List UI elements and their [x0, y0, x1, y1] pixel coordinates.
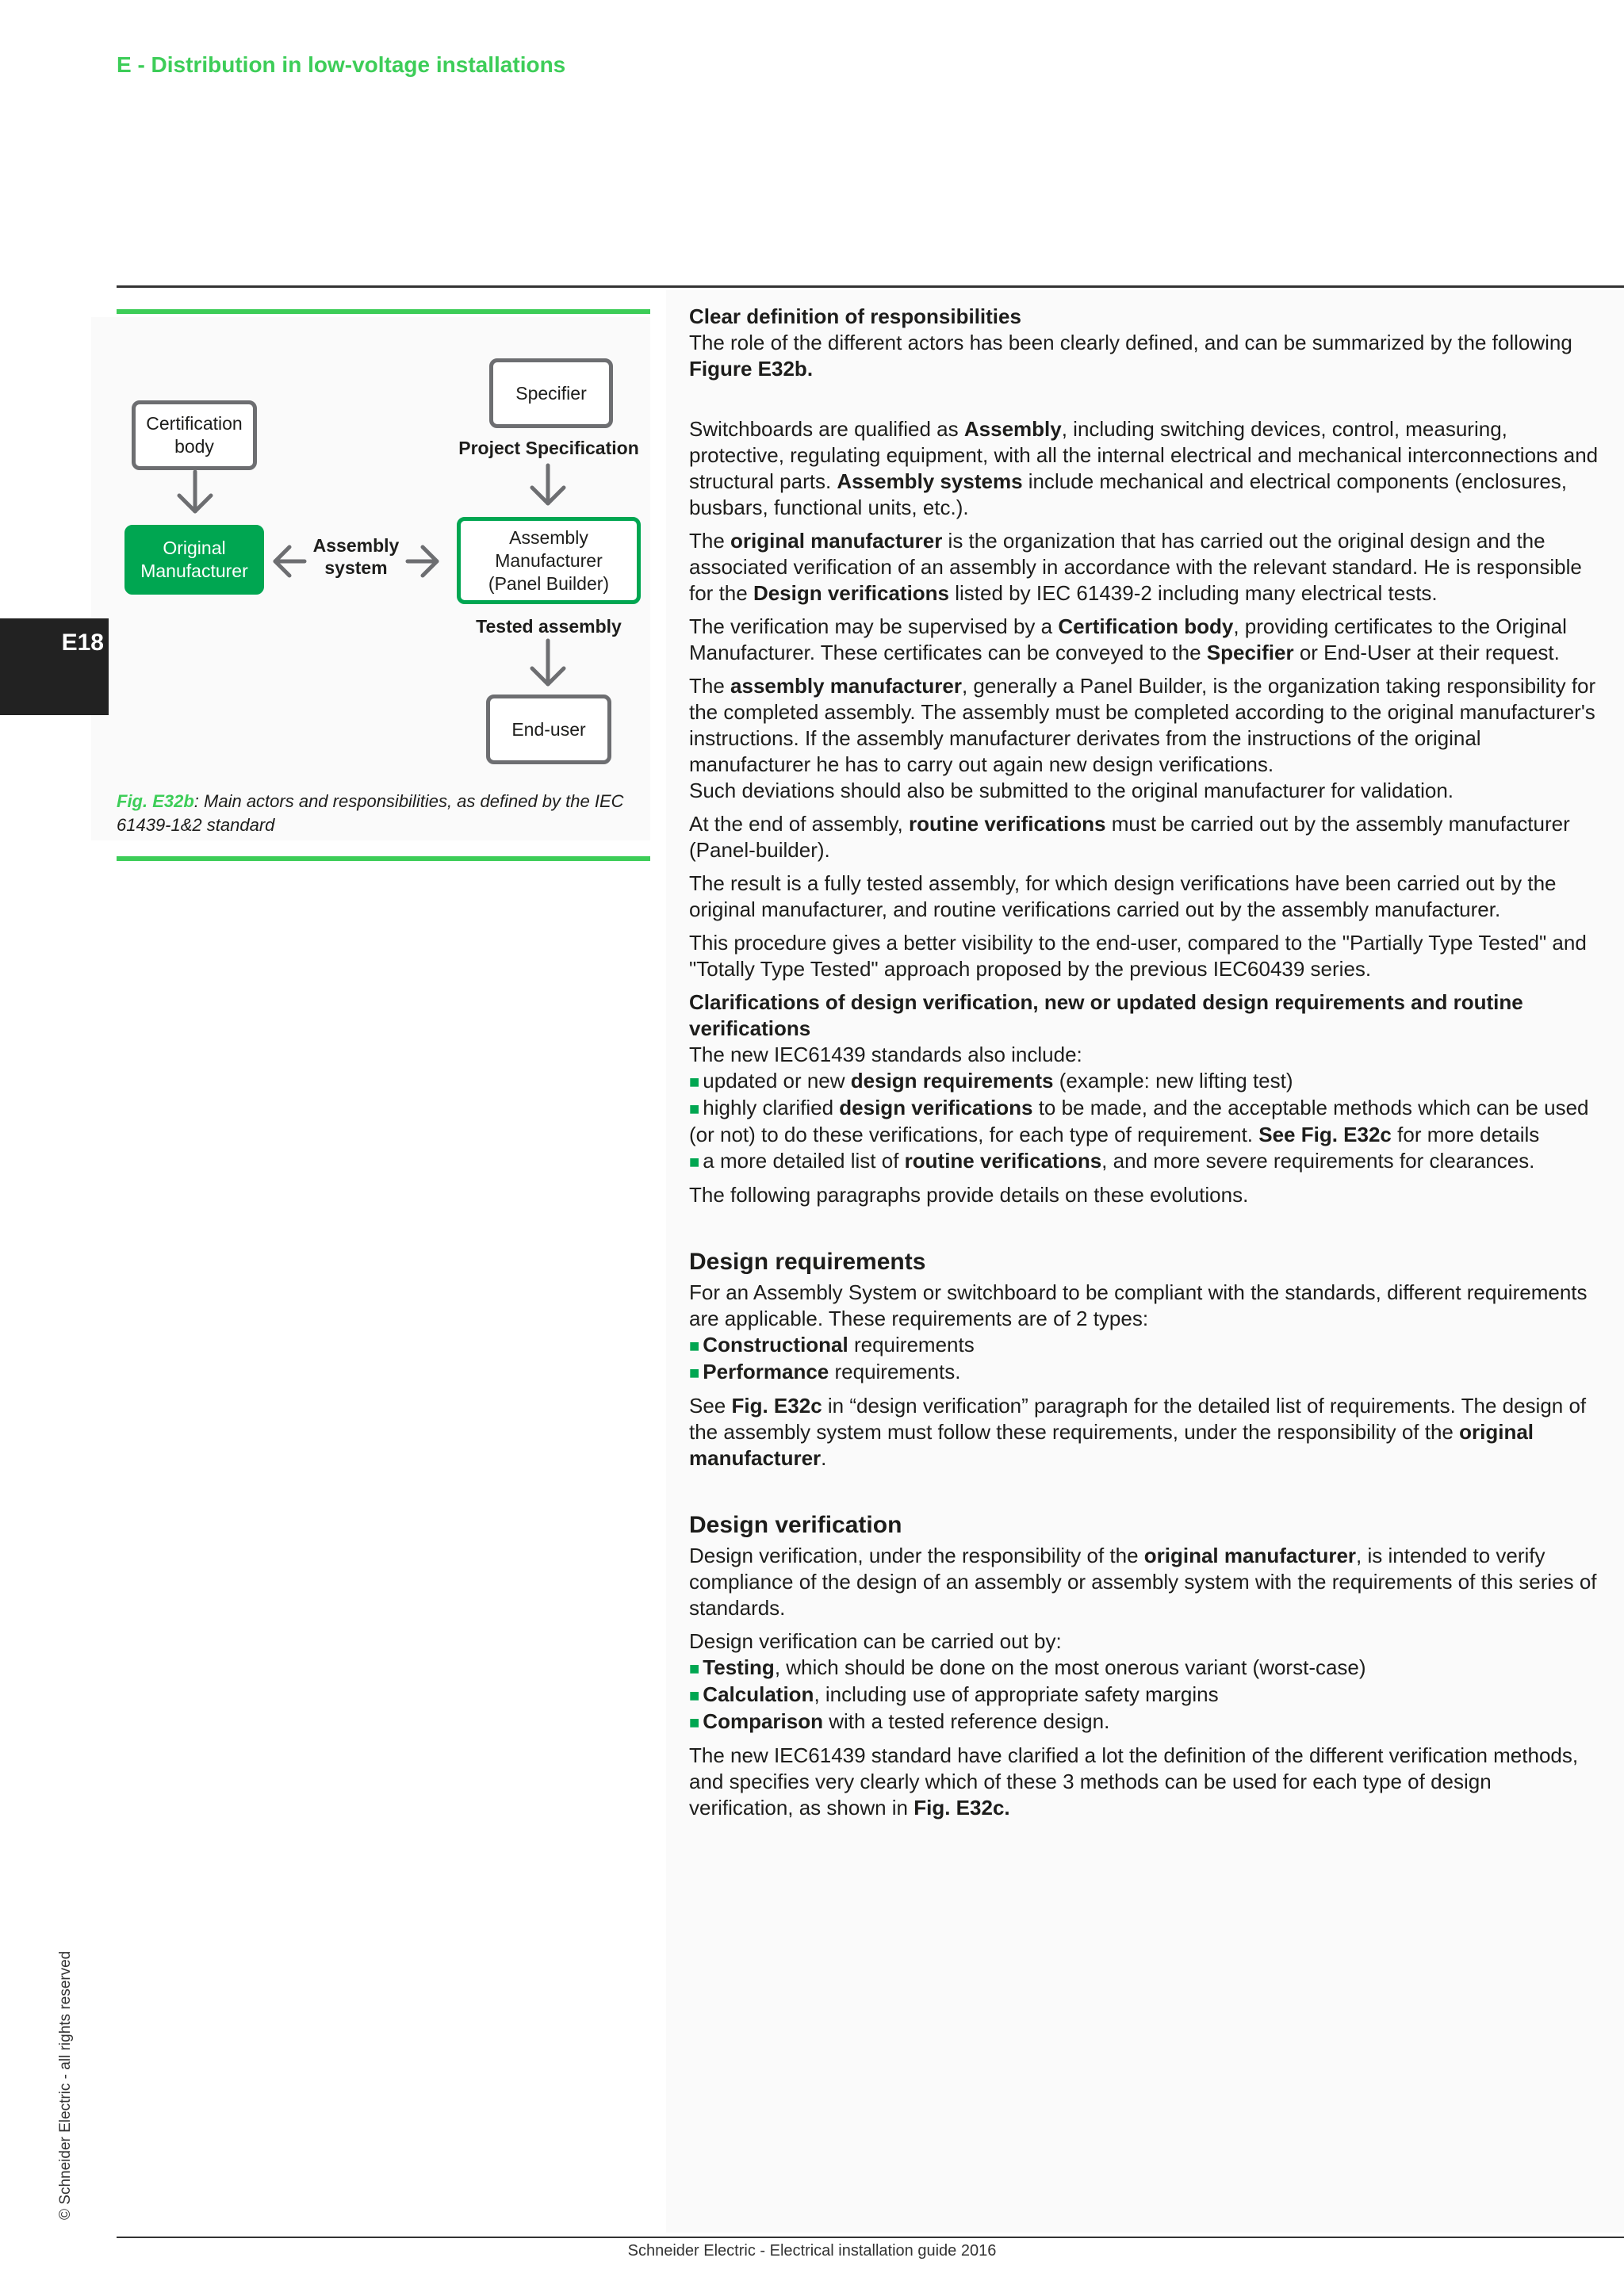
assembly-mfr-line-2: Manufacturer	[495, 549, 603, 571]
page-number: E18	[61, 629, 104, 656]
tested-assembly-label: Tested assembly	[476, 616, 622, 637]
paragraph: The result is a fully tested assembly, for which design verifications have been carried out by the original manufacturer, and routine verifications carried out by the assembly manufacturer.	[689, 871, 1557, 921]
heading-clarifications: Clarifications of design verification, new or updated design requirements and routine verifications	[689, 990, 1523, 1040]
bullet-icon: ■	[689, 1099, 700, 1119]
paragraph: See Fig. E32c in “design verification” paragraph for the detailed list of requirements. The design of the assembly system must follow these requirements, under the responsibility of the original manufacturer.	[689, 1394, 1587, 1470]
end-user-label: End-user	[511, 718, 586, 740]
assembly-system-line-2: system	[324, 557, 388, 578]
list-item: ■ highly clarified design verifications to be made, and the acceptable methods which can be used (or not) to do these verifications, for each type of requirement. See Fig. E32c for more details	[689, 1096, 1589, 1146]
list-item: ■ Performance requirements.	[689, 1360, 961, 1383]
paragraph: At the end of assembly, routine verifications must be carried out by the assembly manufacturer (Panel-builder).	[689, 812, 1570, 862]
bullet-icon: ■	[689, 1152, 700, 1172]
certification-line-1: Certification	[146, 413, 243, 434]
paragraph: The new IEC61439 standards also include:	[689, 1043, 1082, 1066]
paragraph: Switchboards are qualified as Assembly, including switching devices, control, measuring, protective, regulating equipment, with all the internal electrical and mechanical interconnections and structural parts. Assembly systems include mechanical and electrical components (enclosures, busbars, functional units, etc.).	[689, 417, 1599, 519]
paragraph: This procedure gives a better visibility to the end-user, compared to the "Partially Type Tested" and "Totally Type Tested" approach proposed by the previous IEC60439 series.	[689, 931, 1587, 981]
assembly-mfr-line-3: (Panel Builder)	[488, 572, 610, 594]
original-manufacturer-box	[124, 525, 264, 595]
list-item: ■ Constructional requirements	[689, 1333, 975, 1357]
assembly-system-label	[299, 534, 413, 579]
end-user-box	[486, 695, 611, 764]
list-item: ■ updated or new design requirements (example: new lifting test)	[689, 1069, 1293, 1093]
paragraph: The new IEC61439 standard have clarified a lot the definition of the different verification methods, and specifies very clearly which of these 3 methods can be used for each type of design verification, as shown in Fig. E32c.	[689, 1743, 1579, 1820]
specifier-label: Specifier	[515, 382, 587, 404]
bullet-icon: ■	[689, 1659, 700, 1678]
copyright-notice: © Schneider Electric - all rights reserved	[57, 1950, 74, 2220]
project-specification-label: Project Specification	[458, 438, 639, 458]
certification-line-2: body	[174, 436, 214, 457]
body-text	[689, 304, 1601, 1828]
certification-body-box	[132, 400, 257, 470]
paragraph: Design verification can be carried out by:	[689, 1629, 1062, 1653]
assembly-system-line-1: Assembly	[312, 535, 400, 556]
list-item: ■ Comparison with a tested reference design.	[689, 1709, 1110, 1733]
figure-caption	[117, 790, 648, 837]
bullet-icon: ■	[689, 1336, 700, 1356]
bottom-rule	[117, 2237, 1624, 2238]
list-item: ■ Calculation, including use of appropriate safety margins	[689, 1682, 1219, 1706]
bullet-icon: ■	[689, 1363, 700, 1383]
figure-top-rule	[117, 309, 650, 314]
paragraph: Such deviations should also be submitted to the original manufacturer for validation.	[689, 779, 1454, 802]
original-line-1: Original	[163, 538, 226, 558]
paragraph: The verification may be supervised by a Certification body, providing certificates to the Original Manufacturer. These certificates can be conveyed to the Specifier or End-User at their request.	[689, 614, 1567, 664]
figure-bottom-rule	[117, 856, 650, 861]
list-item: ■ a more detailed list of routine verifications, and more severe requirements for clearances.	[689, 1149, 1535, 1173]
paragraph: The role of the different actors has been clearly defined, and can be summarized by the following Figure E32b.	[689, 331, 1572, 381]
heading-design-verification: Design verification	[689, 1512, 902, 1538]
bullet-icon: ■	[689, 1712, 700, 1732]
page-footer: Schneider Electric - Electrical installation guide 2016	[627, 2242, 997, 2260]
figure-number: Fig. E32b	[117, 791, 194, 811]
specifier-box	[489, 358, 613, 428]
heading-clear-definition: Clear definition of responsibilities	[689, 304, 1021, 328]
assembly-manufacturer-box	[457, 517, 641, 604]
assembly-mfr-line-1: Assembly	[509, 526, 588, 548]
heading-design-requirements: Design requirements	[689, 1249, 926, 1275]
top-rule	[117, 285, 1624, 288]
paragraph: The following paragraphs provide details on these evolutions.	[689, 1183, 1249, 1207]
paragraph: The assembly manufacturer, generally a Panel Builder, is the organization taking responsibility for the completed assembly. The assembly must be completed according to the original manufacturer's instructions. If the assembly manufacturer derivates from the instructions of the original manufacturer he has to carry out again new design verifications.	[689, 674, 1596, 776]
bullet-icon: ■	[689, 1072, 700, 1092]
bullet-icon: ■	[689, 1686, 700, 1705]
actors-diagram	[117, 349, 650, 777]
paragraph: Design verification, under the responsibility of the original manufacturer, is intended to verify compliance of the design of an assembly or assembly system with the requirements of this series of standards.	[689, 1544, 1597, 1620]
page-number-tab	[0, 618, 109, 715]
figure-caption-text: : Main actors and responsibilities, as defined by the IEC 61439-1&2 standard	[117, 791, 624, 835]
original-line-2: Manufacturer	[140, 561, 248, 581]
chapter-header: E - Distribution in low-voltage installations	[117, 52, 566, 77]
paragraph: For an Assembly System or switchboard to be compliant with the standards, different requirements are applicable. These requirements are of 2 types:	[689, 1280, 1588, 1330]
paragraph: The original manufacturer is the organization that has carried out the original design and the associated verification of an assembly in accordance with the relevant standard. He is responsible for the Design verifications listed by IEC 61439-2 including many electrical tests.	[689, 529, 1582, 605]
list-item: ■ Testing, which should be done on the most onerous variant (worst-case)	[689, 1655, 1366, 1679]
